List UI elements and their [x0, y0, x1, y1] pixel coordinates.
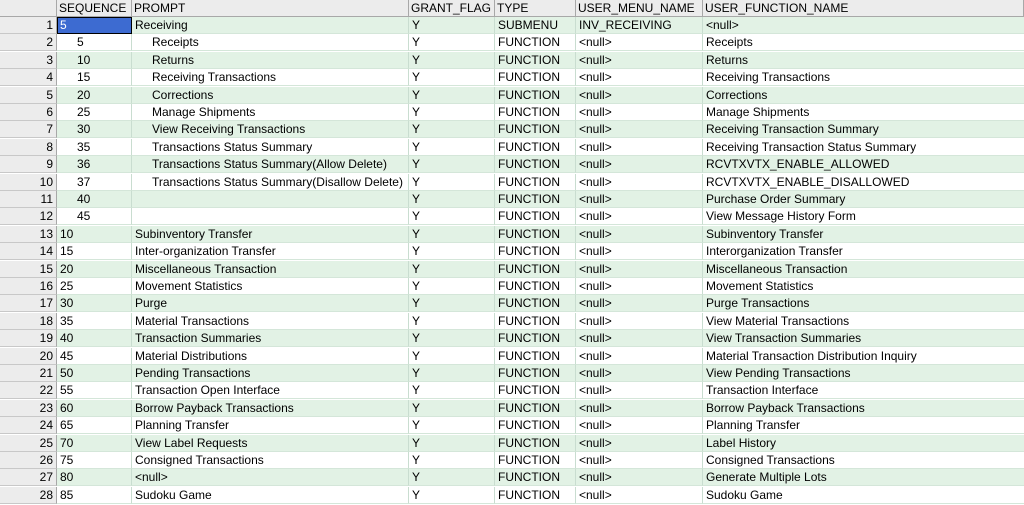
user-menu-name-cell[interactable]: <null> — [576, 435, 703, 452]
user-function-name-cell[interactable]: Material Transaction Distribution Inquiry — [703, 348, 1024, 365]
type-cell[interactable]: FUNCTION — [495, 87, 576, 104]
type-cell[interactable]: FUNCTION — [495, 400, 576, 417]
row-number[interactable]: 8 — [0, 139, 57, 156]
type-cell[interactable]: FUNCTION — [495, 435, 576, 452]
user-function-name-cell[interactable]: Generate Multiple Lots — [703, 469, 1024, 486]
user-menu-name-cell[interactable]: <null> — [576, 226, 703, 243]
grant-flag-cell[interactable]: Y — [409, 330, 495, 347]
prompt-cell[interactable]: Pending Transactions — [132, 365, 409, 382]
prompt-cell[interactable]: View Receiving Transactions — [132, 121, 409, 138]
user-function-name-cell[interactable]: Movement Statistics — [703, 278, 1024, 295]
table-row[interactable] — [0, 191, 1024, 208]
user-function-name-cell[interactable]: View Material Transactions — [703, 313, 1024, 330]
user-menu-name-cell[interactable]: <null> — [576, 417, 703, 434]
sequence-cell[interactable]: 40 — [57, 191, 132, 208]
user-function-name-cell[interactable]: Purchase Order Summary — [703, 191, 1024, 208]
row-number[interactable]: 11 — [0, 191, 57, 208]
user-function-name-cell[interactable]: Receiving Transaction Status Summary — [703, 139, 1024, 156]
table-row[interactable] — [0, 417, 1024, 434]
sequence-cell[interactable]: 15 — [57, 243, 132, 260]
grant-flag-cell[interactable]: Y — [409, 226, 495, 243]
prompt-cell[interactable] — [132, 191, 409, 208]
user-function-name-cell[interactable]: Sudoku Game — [703, 487, 1024, 504]
type-cell[interactable]: FUNCTION — [495, 313, 576, 330]
row-number[interactable]: 5 — [0, 87, 57, 104]
type-cell[interactable]: FUNCTION — [495, 365, 576, 382]
sequence-cell[interactable]: 5 — [57, 17, 132, 34]
type-cell[interactable]: FUNCTION — [495, 139, 576, 156]
grant-flag-cell[interactable]: Y — [409, 417, 495, 434]
grant-flag-cell[interactable]: Y — [409, 87, 495, 104]
prompt-cell[interactable]: Manage Shipments — [132, 104, 409, 121]
table-row[interactable] — [0, 139, 1024, 156]
user-menu-name-cell[interactable]: <null> — [576, 313, 703, 330]
row-number[interactable]: 16 — [0, 278, 57, 295]
row-number[interactable]: 2 — [0, 34, 57, 51]
type-cell[interactable]: FUNCTION — [495, 34, 576, 51]
user-function-name-cell[interactable]: View Pending Transactions — [703, 365, 1024, 382]
row-number[interactable]: 27 — [0, 469, 57, 486]
type-cell[interactable]: FUNCTION — [495, 348, 576, 365]
type-cell[interactable]: FUNCTION — [495, 452, 576, 469]
prompt-cell[interactable]: <null> — [132, 469, 409, 486]
user-menu-name-cell[interactable]: <null> — [576, 104, 703, 121]
user-function-name-cell[interactable]: Miscellaneous Transaction — [703, 261, 1024, 278]
column-header-sequence[interactable]: SEQUENCE — [57, 0, 132, 17]
sequence-cell[interactable]: 35 — [57, 139, 132, 156]
sequence-cell[interactable]: 40 — [57, 330, 132, 347]
type-cell[interactable]: FUNCTION — [495, 121, 576, 138]
column-header-prompt[interactable]: PROMPT — [132, 0, 409, 17]
table-row[interactable] — [0, 313, 1024, 330]
column-header-grant-flag[interactable]: GRANT_FLAG — [409, 0, 495, 17]
row-number[interactable]: 4 — [0, 69, 57, 86]
user-menu-name-cell[interactable]: <null> — [576, 330, 703, 347]
grant-flag-cell[interactable]: Y — [409, 174, 495, 191]
prompt-cell[interactable]: Borrow Payback Transactions — [132, 400, 409, 417]
user-menu-name-cell[interactable]: <null> — [576, 156, 703, 173]
user-menu-name-cell[interactable]: <null> — [576, 469, 703, 486]
table-row[interactable] — [0, 487, 1024, 504]
sequence-cell[interactable]: 80 — [57, 469, 132, 486]
grant-flag-cell[interactable]: Y — [409, 382, 495, 399]
row-number[interactable]: 19 — [0, 330, 57, 347]
type-cell[interactable]: FUNCTION — [495, 104, 576, 121]
row-number[interactable]: 1 — [0, 17, 57, 34]
grant-flag-cell[interactable]: Y — [409, 313, 495, 330]
user-function-name-cell[interactable]: Interorganization Transfer — [703, 243, 1024, 260]
user-function-name-cell[interactable]: Receiving Transactions — [703, 69, 1024, 86]
sequence-cell[interactable]: 45 — [57, 348, 132, 365]
table-row[interactable] — [0, 400, 1024, 417]
grant-flag-cell[interactable]: Y — [409, 121, 495, 138]
user-menu-name-cell[interactable]: <null> — [576, 52, 703, 69]
column-header-user-function-name[interactable]: USER_FUNCTION_NAME — [703, 0, 1024, 17]
grant-flag-cell[interactable]: Y — [409, 295, 495, 312]
user-menu-name-cell[interactable]: <null> — [576, 243, 703, 260]
user-function-name-cell[interactable]: Subinventory Transfer — [703, 226, 1024, 243]
row-number[interactable]: 23 — [0, 400, 57, 417]
sequence-cell[interactable]: 85 — [57, 487, 132, 504]
table-row[interactable] — [0, 365, 1024, 382]
table-row[interactable] — [0, 52, 1024, 69]
user-function-name-cell[interactable]: Purge Transactions — [703, 295, 1024, 312]
user-menu-name-cell[interactable]: INV_RECEIVING — [576, 17, 703, 34]
row-number[interactable]: 15 — [0, 261, 57, 278]
sequence-cell[interactable]: 55 — [57, 382, 132, 399]
grant-flag-cell[interactable]: Y — [409, 261, 495, 278]
prompt-cell[interactable]: Transactions Status Summary — [132, 139, 409, 156]
prompt-cell[interactable]: Returns — [132, 52, 409, 69]
prompt-cell[interactable]: Material Distributions — [132, 348, 409, 365]
user-function-name-cell[interactable]: Consigned Transactions — [703, 452, 1024, 469]
type-cell[interactable]: FUNCTION — [495, 295, 576, 312]
user-function-name-cell[interactable]: Manage Shipments — [703, 104, 1024, 121]
user-menu-name-cell[interactable]: <null> — [576, 261, 703, 278]
type-cell[interactable]: FUNCTION — [495, 69, 576, 86]
table-row[interactable] — [0, 435, 1024, 452]
row-number[interactable]: 12 — [0, 208, 57, 225]
grant-flag-cell[interactable]: Y — [409, 139, 495, 156]
sequence-cell[interactable]: 20 — [57, 87, 132, 104]
prompt-cell[interactable]: Material Transactions — [132, 313, 409, 330]
table-row[interactable] — [0, 243, 1024, 260]
table-row[interactable] — [0, 174, 1024, 191]
user-function-name-cell[interactable]: View Message History Form — [703, 208, 1024, 225]
sequence-cell[interactable]: 35 — [57, 313, 132, 330]
user-function-name-cell[interactable]: RCVTXVTX_ENABLE_ALLOWED — [703, 156, 1024, 173]
user-menu-name-cell[interactable]: <null> — [576, 278, 703, 295]
table-row[interactable] — [0, 208, 1024, 225]
grant-flag-cell[interactable]: Y — [409, 104, 495, 121]
sequence-cell[interactable]: 25 — [57, 278, 132, 295]
row-number[interactable]: 7 — [0, 121, 57, 138]
prompt-cell[interactable]: Movement Statistics — [132, 278, 409, 295]
prompt-cell[interactable]: View Label Requests — [132, 435, 409, 452]
grant-flag-cell[interactable]: Y — [409, 191, 495, 208]
row-number-header — [0, 0, 57, 17]
row-number[interactable]: 6 — [0, 104, 57, 121]
grant-flag-cell[interactable]: Y — [409, 278, 495, 295]
sequence-cell[interactable]: 37 — [57, 174, 132, 191]
type-cell[interactable]: FUNCTION — [495, 208, 576, 225]
grant-flag-cell[interactable]: Y — [409, 400, 495, 417]
grant-flag-cell[interactable]: Y — [409, 17, 495, 34]
grant-flag-cell[interactable]: Y — [409, 52, 495, 69]
column-header-user-menu-name[interactable]: USER_MENU_NAME — [576, 0, 703, 17]
grant-flag-cell[interactable]: Y — [409, 243, 495, 260]
sequence-cell[interactable]: 36 — [57, 156, 132, 173]
type-cell[interactable]: FUNCTION — [495, 243, 576, 260]
type-cell[interactable]: FUNCTION — [495, 226, 576, 243]
type-cell[interactable]: FUNCTION — [495, 191, 576, 208]
type-cell[interactable]: SUBMENU — [495, 17, 576, 34]
prompt-cell[interactable]: Corrections — [132, 87, 409, 104]
sequence-cell[interactable]: 25 — [57, 104, 132, 121]
sequence-cell[interactable]: 10 — [57, 52, 132, 69]
user-menu-name-cell[interactable]: <null> — [576, 382, 703, 399]
sequence-cell[interactable]: 75 — [57, 452, 132, 469]
table-row[interactable] — [0, 295, 1024, 312]
type-cell[interactable]: FUNCTION — [495, 469, 576, 486]
user-menu-name-cell[interactable]: <null> — [576, 348, 703, 365]
column-header-type[interactable]: TYPE — [495, 0, 576, 17]
sequence-cell[interactable]: 20 — [57, 261, 132, 278]
row-number[interactable]: 14 — [0, 243, 57, 260]
type-cell[interactable]: FUNCTION — [495, 278, 576, 295]
grant-flag-cell[interactable]: Y — [409, 208, 495, 225]
prompt-cell[interactable]: Receiving — [132, 17, 409, 34]
type-cell[interactable]: FUNCTION — [495, 52, 576, 69]
table-row[interactable] — [0, 87, 1024, 104]
grant-flag-cell[interactable]: Y — [409, 34, 495, 51]
prompt-cell[interactable]: Transaction Open Interface — [132, 382, 409, 399]
table-row[interactable] — [0, 104, 1024, 121]
row-number[interactable]: 3 — [0, 52, 57, 69]
user-function-name-cell[interactable]: Receiving Transaction Summary — [703, 121, 1024, 138]
type-cell[interactable]: FUNCTION — [495, 417, 576, 434]
sequence-cell[interactable]: 60 — [57, 400, 132, 417]
user-menu-name-cell[interactable]: <null> — [576, 191, 703, 208]
sequence-cell[interactable]: 30 — [57, 121, 132, 138]
row-number[interactable]: 22 — [0, 382, 57, 399]
prompt-cell[interactable]: Receipts — [132, 34, 409, 51]
grant-flag-cell[interactable]: Y — [409, 469, 495, 486]
row-number[interactable]: 9 — [0, 156, 57, 173]
grant-flag-cell[interactable]: Y — [409, 435, 495, 452]
sequence-cell[interactable]: 10 — [57, 226, 132, 243]
user-menu-name-cell[interactable]: <null> — [576, 452, 703, 469]
table-row[interactable] — [0, 34, 1024, 51]
sequence-cell[interactable]: 45 — [57, 208, 132, 225]
row-number[interactable]: 17 — [0, 295, 57, 312]
row-number[interactable]: 25 — [0, 435, 57, 452]
user-menu-name-cell[interactable]: <null> — [576, 487, 703, 504]
row-number[interactable]: 13 — [0, 226, 57, 243]
sequence-cell[interactable]: 70 — [57, 435, 132, 452]
table-row[interactable] — [0, 469, 1024, 486]
table-row[interactable] — [0, 17, 1024, 34]
table-row[interactable] — [0, 452, 1024, 469]
prompt-cell[interactable]: Consigned Transactions — [132, 452, 409, 469]
row-number[interactable]: 10 — [0, 174, 57, 191]
grant-flag-cell[interactable]: Y — [409, 365, 495, 382]
user-function-name-cell[interactable]: Receipts — [703, 34, 1024, 51]
user-menu-name-cell[interactable]: <null> — [576, 365, 703, 382]
user-menu-name-cell[interactable]: <null> — [576, 87, 703, 104]
grant-flag-cell[interactable]: Y — [409, 156, 495, 173]
user-menu-name-cell[interactable]: <null> — [576, 34, 703, 51]
user-function-name-cell[interactable]: Transaction Interface — [703, 382, 1024, 399]
prompt-cell[interactable]: Receiving Transactions — [132, 69, 409, 86]
user-menu-name-cell[interactable]: <null> — [576, 139, 703, 156]
type-cell[interactable]: FUNCTION — [495, 487, 576, 504]
prompt-cell[interactable]: Transaction Summaries — [132, 330, 409, 347]
user-function-name-cell[interactable]: View Transaction Summaries — [703, 330, 1024, 347]
sequence-cell[interactable]: 5 — [57, 34, 132, 51]
prompt-cell[interactable]: Sudoku Game — [132, 487, 409, 504]
type-cell[interactable]: FUNCTION — [495, 156, 576, 173]
table-row[interactable] — [0, 69, 1024, 86]
prompt-cell[interactable]: Transactions Status Summary(Allow Delete) — [132, 156, 409, 173]
table-row[interactable] — [0, 261, 1024, 278]
sequence-cell[interactable]: 65 — [57, 417, 132, 434]
user-menu-name-cell[interactable]: <null> — [576, 174, 703, 191]
table-row[interactable] — [0, 156, 1024, 173]
sequence-cell[interactable]: 15 — [57, 69, 132, 86]
user-menu-name-cell[interactable]: <null> — [576, 69, 703, 86]
user-menu-name-cell[interactable]: <null> — [576, 208, 703, 225]
user-function-name-cell[interactable]: Corrections — [703, 87, 1024, 104]
grant-flag-cell[interactable]: Y — [409, 348, 495, 365]
row-number[interactable]: 28 — [0, 487, 57, 504]
type-cell[interactable]: FUNCTION — [495, 174, 576, 191]
table-row[interactable] — [0, 226, 1024, 243]
row-number[interactable]: 24 — [0, 417, 57, 434]
grant-flag-cell[interactable]: Y — [409, 69, 495, 86]
type-cell[interactable]: FUNCTION — [495, 261, 576, 278]
type-cell[interactable]: FUNCTION — [495, 330, 576, 347]
user-menu-name-cell[interactable]: <null> — [576, 295, 703, 312]
user-function-name-cell[interactable]: <null> — [703, 17, 1024, 34]
table-row[interactable] — [0, 348, 1024, 365]
row-number[interactable]: 26 — [0, 452, 57, 469]
prompt-cell[interactable] — [132, 208, 409, 225]
sequence-cell[interactable]: 50 — [57, 365, 132, 382]
user-function-name-cell[interactable]: Label History — [703, 435, 1024, 452]
user-function-name-cell[interactable]: Returns — [703, 52, 1024, 69]
user-menu-name-cell[interactable]: <null> — [576, 400, 703, 417]
prompt-cell[interactable]: Purge — [132, 295, 409, 312]
table-row[interactable] — [0, 330, 1024, 347]
user-function-name-cell[interactable]: Planning Transfer — [703, 417, 1024, 434]
row-number[interactable]: 20 — [0, 348, 57, 365]
user-function-name-cell[interactable]: Borrow Payback Transactions — [703, 400, 1024, 417]
grant-flag-cell[interactable]: Y — [409, 487, 495, 504]
prompt-cell[interactable]: Planning Transfer — [132, 417, 409, 434]
table-row[interactable] — [0, 278, 1024, 295]
grant-flag-cell[interactable]: Y — [409, 452, 495, 469]
sequence-cell[interactable]: 30 — [57, 295, 132, 312]
prompt-cell[interactable]: Miscellaneous Transaction — [132, 261, 409, 278]
header-row — [0, 0, 1024, 17]
prompt-cell[interactable]: Inter-organization Transfer — [132, 243, 409, 260]
user-function-name-cell[interactable]: RCVTXVTX_ENABLE_DISALLOWED — [703, 174, 1024, 191]
prompt-cell[interactable]: Subinventory Transfer — [132, 226, 409, 243]
table-row[interactable] — [0, 382, 1024, 399]
prompt-cell[interactable]: Transactions Status Summary(Disallow Delete) — [132, 174, 409, 191]
user-menu-name-cell[interactable]: <null> — [576, 121, 703, 138]
type-cell[interactable]: FUNCTION — [495, 382, 576, 399]
table-row[interactable] — [0, 121, 1024, 138]
row-number[interactable]: 18 — [0, 313, 57, 330]
row-number[interactable]: 21 — [0, 365, 57, 382]
